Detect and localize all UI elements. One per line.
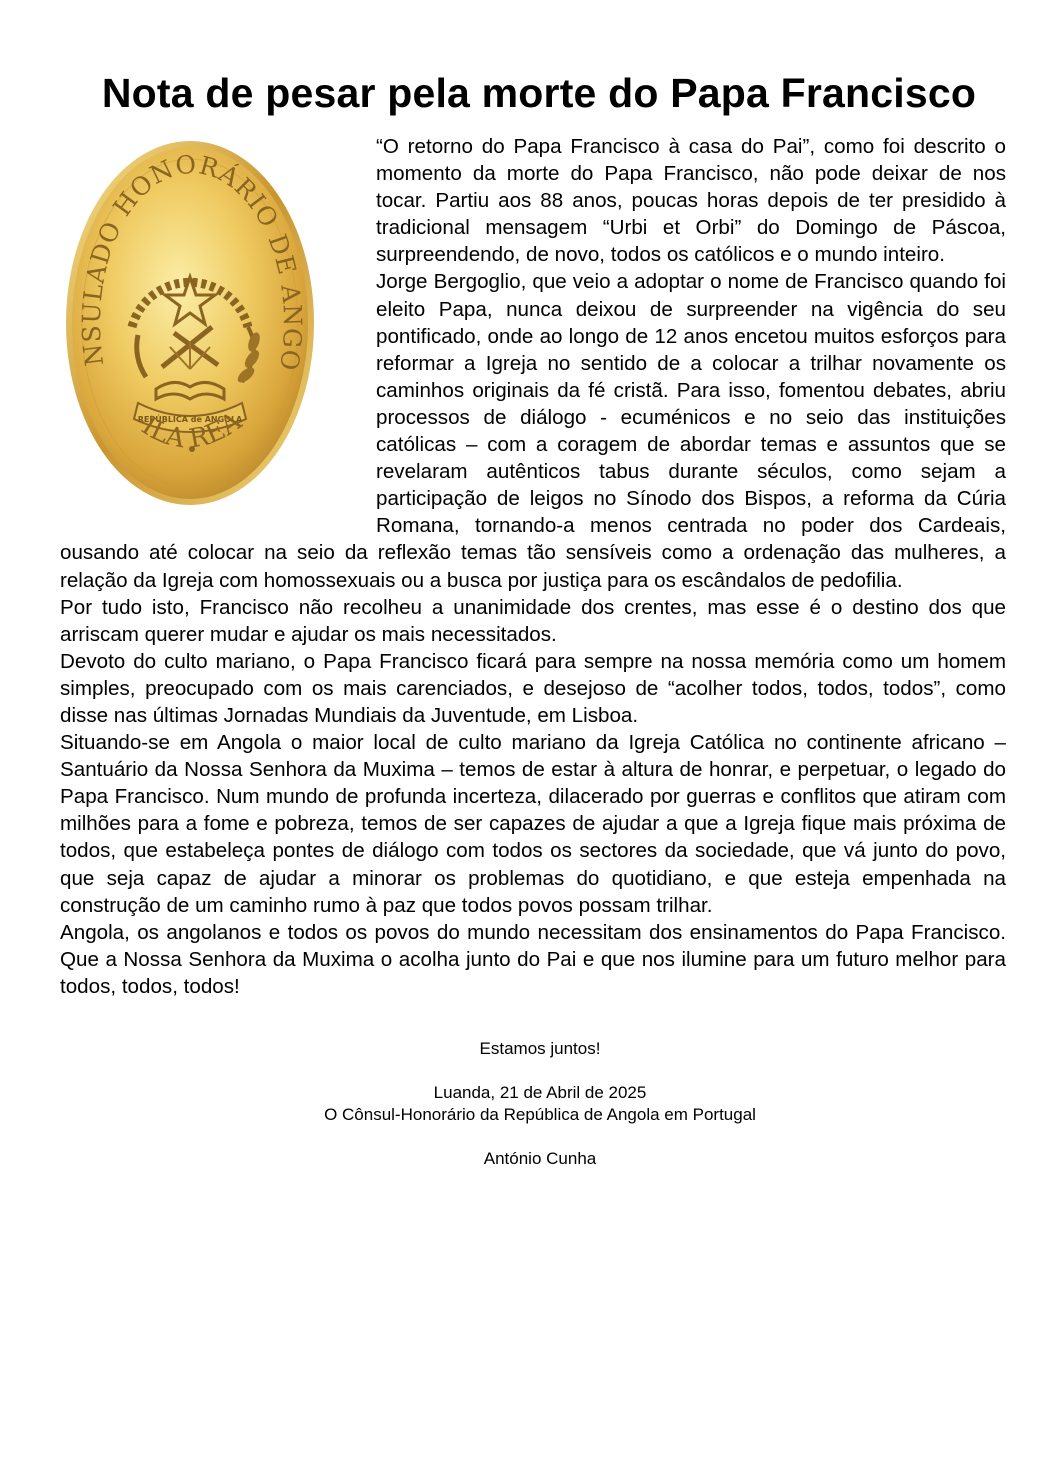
document-body <box>60 133 1006 1000</box>
paragraph-4: Devoto do culto mariano, o Papa Francisco ficará para sempre na nossa memória como um homem simples, preocupado com os mais carenciados, e desejoso de “acolher todos, todos, todos”, como disse nas últimas Jornadas Mundiais da Juventude, em Lisboa. <box>60 649 1006 727</box>
paragraph-3: Por tudo isto, Francisco não recolheu a unanimidade dos crentes, mas esse é o destino dos que arriscam querer mudar e ajudar os mais necessitados. <box>60 595 1006 646</box>
closing-block <box>60 1038 1006 1170</box>
consulate-seal <box>60 137 360 535</box>
paragraph-6: Angola, os angolanos e todos os povos do mundo necessitam dos ensinamentos do Papa Francisco. Que a Nossa Senhora da Muxima o acolha junto do Pai e que nos ilumine para um futuro melhor para todos, todos, todos! <box>60 920 1006 998</box>
salutation: Estamos juntos! <box>479 1039 601 1058</box>
signatory-name: António Cunha <box>483 1149 597 1168</box>
seal-bottom-text: ILA REA <box>136 406 248 455</box>
seal-top-text: NSULADO HONORÁRIO DE ANGO <box>76 149 308 374</box>
seal-ribbon-text: REPÚBLICA de ANGOLA <box>137 415 243 424</box>
paragraph-2: Jorge Bergoglio, que veio a adoptar o nome de Francisco quando foi eleito Papa, nunca deixou de surpreender na vigência do seu pontificado, onde ao longo de 12 anos encetou muitos esforços para reformar a Igreja no sentido de a colocar a trilhar novamente os caminhos originais da fé cristã. Para isso, fomentou debates, abriu processos de diálogo - ecuménicos e no seio das instituições católicas – com a coragem de abordar temas e assuntos que se revelaram autênticos tabus durante séculos, como sejam a participação de leigos no Sínodo dos Bispos, a reforma da Cúria Romana, tornando-a menos centrada no poder dos Cardeais, ousando até colocar na seio da reflexão temas tão sensíveis como a ordenação das mulheres, a relação da Igreja com homossexuais ou a busca por justiça para os escândalos de pedofilia. <box>60 270 1006 592</box>
place-date: Luanda, 21 de Abril de 2025 <box>433 1083 647 1102</box>
paragraph-1: “O retorno do Papa Francisco à casa do Pai”, como foi descrito o momento da morte do Papa Francisco, não pode deixar de nos tocar. Partiu aos 88 anos, poucas horas depois de ter presidido à tradicional mensagem “Urbi et Orbi” do Domingo de Páscoa, surpreendendo, de novo, todos os católicos e o mundo inteiro. <box>376 135 1006 267</box>
signatory-role: O Cônsul-Honorário da República de Angola em Portugal <box>324 1105 756 1124</box>
consulate-seal-icon <box>62 137 318 509</box>
paragraph-5: Situando-se em Angola o maior local de culto mariano da Igreja Católica no continente africano – Santuário da Nossa Senhora da Muxima – temos de estar à altura de honrar, e perpetuar, o legado do Papa Francisco. Num mundo de profunda incerteza, dilacerado por guerras e conflitos que atiram com milhões para a fome e pobreza, temos de ser capazes de ajudar a que a Igreja fique mais próxima de todos, que estabeleça pontes de diálogo com todos os sectores da sociedade, que vá junto do povo, que seja capaz de ajudar a minorar os problemas do quotidiano, e que esteja empenhada na construção de um caminho rumo à paz que todos povos possam trilhar. <box>60 731 1006 917</box>
document-title: Nota de pesar pela morte do Papa Francisco <box>101 70 977 116</box>
